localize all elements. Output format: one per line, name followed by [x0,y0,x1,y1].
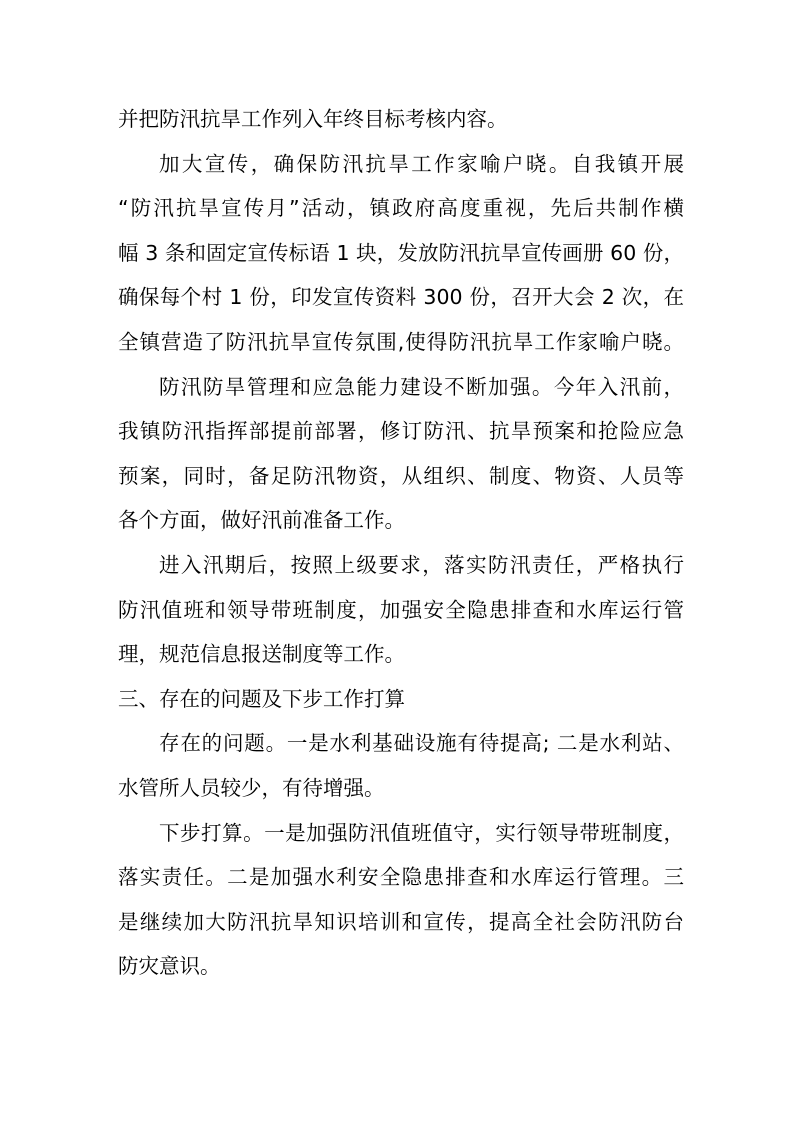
text-line-1: 并把防汛抗旱工作列入年终目标考核内容。 [118,107,508,131]
text-line-16: 水管所人员较少，有待增强。 [118,775,385,800]
text-line-18: 落实责任。二是加强水利安全隐患排查和水库运行管理。三 [118,865,684,890]
text-line-19: 是继续加大防汛抗旱知识培训和宣传，提高全社会防汛防台 [118,909,684,934]
text-line-12: 防汛值班和领导带班制度，加强安全隐患排查和水库运行管 [118,597,684,622]
text-line-8: 我镇防汛指挥部提前部署，修订防汛、抗旱预案和抢险应急 [118,419,684,444]
text-line-6: 全镇营造了防汛抗旱宣传氛围,使得防汛抗旱工作家喻户晓。 [118,329,684,354]
text-line-20: 防灾意识。 [118,954,221,979]
document-body [118,97,684,989]
text-line-9: 预案，同时，备足防汛物资，从组织、制度、物资、人员等 [118,463,684,488]
text-line-17: 下步打算。一是加强防汛值班值守，实行领导带班制度， [159,820,684,845]
text-line-3: “防汛抗旱宣传月”活动，镇政府高度重视，先后共制作横 [118,196,684,221]
text-line-13: 理，规范信息报送制度等工作。 [118,642,405,667]
section-heading: 三、存在的问题及下步工作打算 [118,686,405,711]
text-line-7: 防汛防旱管理和应急能力建设不断加强。今年入汛前， [159,374,684,399]
text-line-2: 加大宣传，确保防汛抗旱工作家喻户晓。自我镇开展 [159,151,684,176]
text-line-15: 存在的问题。一是水利基础设施有待提高; 二是水利站、 [159,731,684,756]
text-line-11: 进入汛期后，按照上级要求，落实防汛责任，严格执行 [159,552,684,577]
text-line-10: 各个方面，做好汛前准备工作。 [118,508,405,533]
text-line-5: 确保每个村 1 份，印发宣传资料 300 份，召开大会 2 次，在 [118,285,684,310]
text-line-4: 幅 3 条和固定宣传标语 1 块，发放防汛抗旱宣传画册 60 份， [118,240,684,265]
